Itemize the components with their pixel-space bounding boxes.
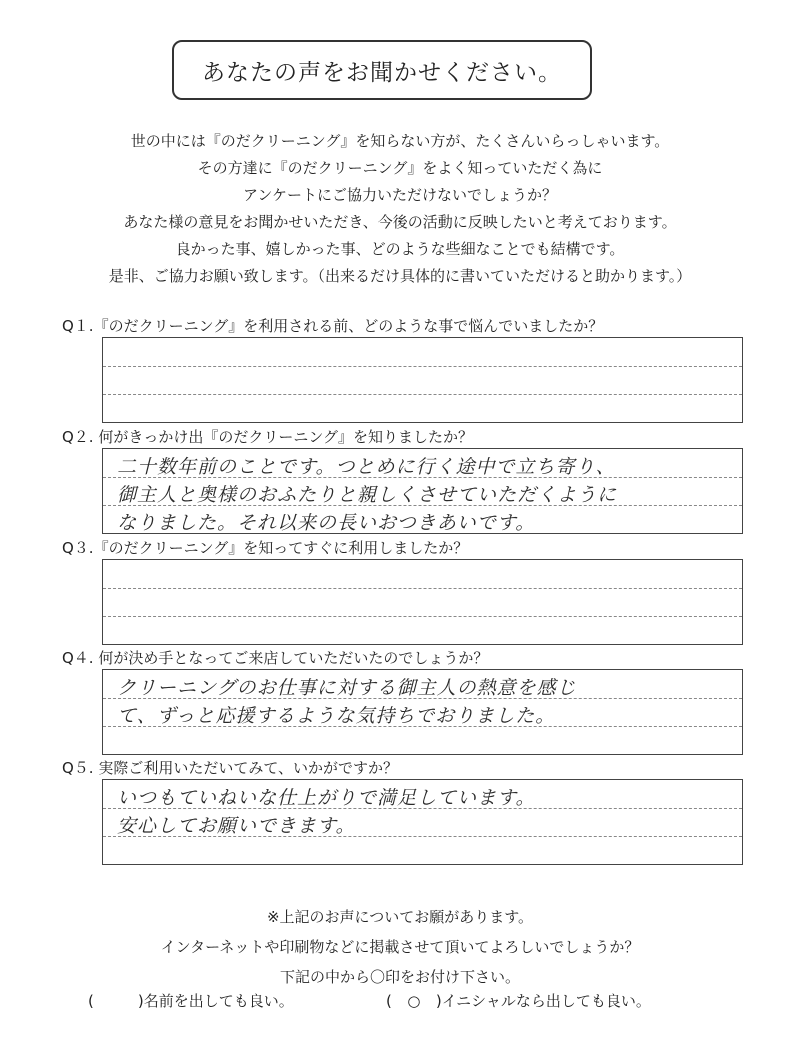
- open-paren: (: [88, 992, 94, 1010]
- option-initials-ok[interactable]: [386, 990, 651, 1011]
- answer-text: 御主人と奥様のおふたりと親しくさせていただくように: [117, 484, 618, 506]
- option-label: イニシャルなら出しても良い。: [441, 992, 651, 1010]
- intro-line: 良かった事、嬉しかった事、どのような些細なことでも結構です。: [175, 240, 625, 258]
- answer-text: いつもていねいな仕上がりで満足しています。: [117, 787, 536, 809]
- intro-line: アンケートにご協力いただけないでしょうか？: [242, 186, 558, 204]
- answer-rule: [103, 588, 742, 589]
- intro-text: [40, 128, 760, 290]
- option-name-ok[interactable]: [88, 990, 294, 1011]
- answer-text: なりました。それ以来の長いおつきあいです。: [117, 512, 536, 534]
- question-1-label: Q１.『のだクリーニング』を利用される前、どのような事で悩んでいましたか？: [62, 317, 604, 335]
- intro-line: あなた様の意見をお聞かせいただき、今後の活動に反映したいと考えております。: [123, 213, 677, 231]
- answer-box-3[interactable]: [102, 559, 743, 645]
- answer-box-2[interactable]: [102, 448, 743, 534]
- answer-box-4[interactable]: [102, 669, 743, 755]
- answer-rule: [103, 616, 742, 617]
- survey-title: あなたの声をお聞かせください。: [172, 40, 592, 100]
- answer-text: て、ずっと応援するような気持ちでおりました。: [117, 705, 556, 727]
- option-mark[interactable]: ○: [407, 992, 421, 1010]
- answer-text: クリーニングのお仕事に対する御主人の熱意を感じ: [117, 677, 577, 699]
- closing-text: [40, 902, 760, 992]
- answer-box-5[interactable]: [102, 779, 743, 865]
- answer-rule: [103, 394, 742, 395]
- closing-line: 下記の中から〇印をお付け下さい。: [279, 968, 520, 986]
- intro-line: その方達に『のだクリーニング』をよく知っていただく為に: [197, 159, 603, 177]
- close-paren: ): [435, 992, 442, 1010]
- open-paren: (: [386, 992, 392, 1010]
- question-3-label: Q３.『のだクリーニング』を知ってすぐに利用しましたか？: [62, 539, 469, 557]
- closing-line: ※上記のお声についてお願があります。: [266, 908, 534, 926]
- answer-text: 安心してお願いできます。: [117, 815, 356, 837]
- closing-line: インターネットや印刷物などに掲載させて頂いてよろしいでしょうか？: [160, 938, 640, 956]
- option-label: 名前を出しても良い。: [143, 992, 294, 1010]
- question-5-label: Q５. 実際ご利用いただいてみて、いかがですか？: [62, 759, 399, 777]
- intro-line: 世の中には『のだクリーニング』を知らない方が、たくさんいらっしゃいます。: [130, 132, 670, 150]
- answer-rule: [103, 366, 742, 367]
- question-4-label: Q４. 何が決め手となってご来店していただいたのでしょうか？: [62, 649, 489, 667]
- answer-box-1[interactable]: [102, 337, 743, 423]
- answer-text: 二十数年前のことです。つとめに行く途中で立ち寄り、: [117, 456, 616, 478]
- close-paren: ): [137, 992, 144, 1010]
- question-2-label: Q２. 何がきっかけ出『のだクリーニング』を知りましたか？: [62, 428, 474, 446]
- intro-line: 是非、ご協力お願い致します。（出来るだけ具体的に書いていただけると助かります。）: [108, 267, 692, 285]
